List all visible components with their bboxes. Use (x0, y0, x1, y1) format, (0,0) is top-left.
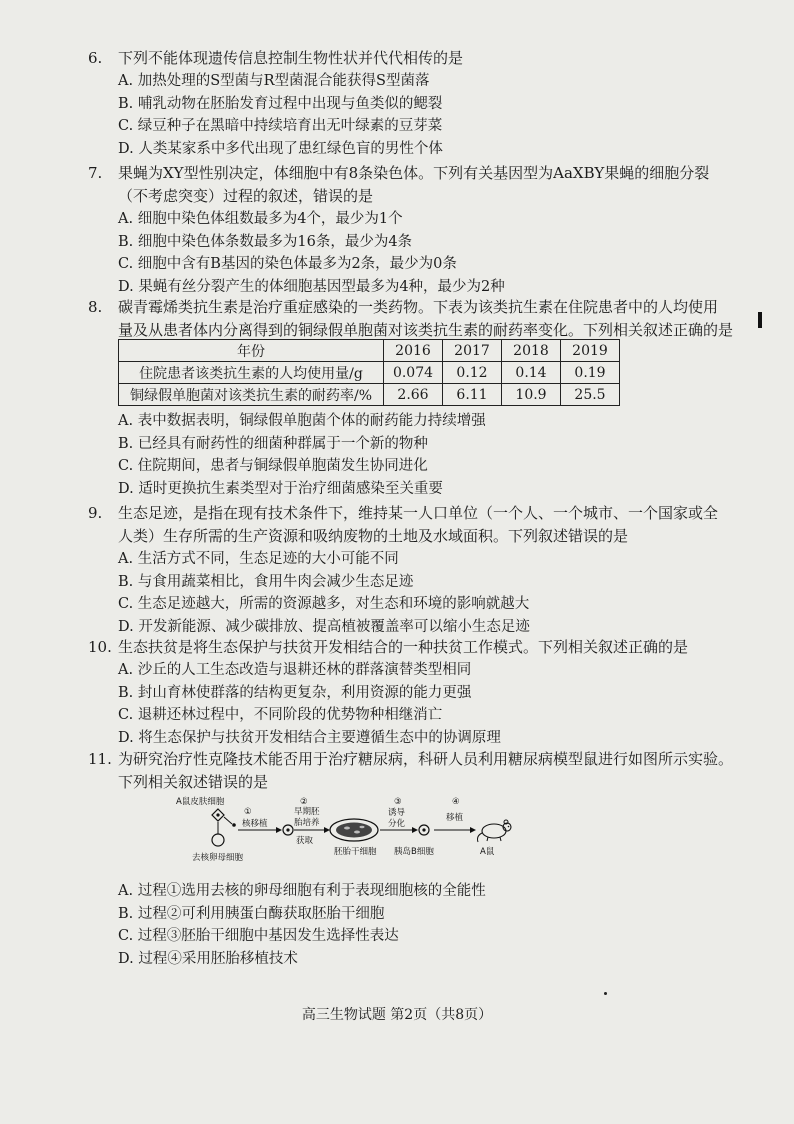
nucleus-icon (232, 823, 236, 827)
mouse-label: A鼠 (480, 847, 495, 857)
table-cell: 住院患者该类抗生素的人均使用量/g (119, 362, 384, 384)
table-header-cell: 2016 (384, 340, 443, 362)
question-number: 11. (88, 750, 112, 768)
option-c: C. 生态足迹越大，所需的资源越多，对生态和环境的影响就越大 (118, 596, 530, 613)
table-row (119, 362, 620, 384)
table-cell: 铜绿假单胞菌对该类抗生素的耐药率/% (119, 384, 384, 406)
arrowhead-icon (412, 827, 418, 833)
skin-cell-label: A鼠皮肤细胞 (176, 797, 225, 807)
question-stem-continued: （不考虑突变）过程的叙述，错误的是 (118, 187, 374, 205)
cloning-diagram (176, 796, 536, 868)
step-label-4: 移植 (446, 813, 464, 823)
table-cell: 25.5 (561, 384, 620, 406)
data-table (118, 339, 620, 406)
question-8 (88, 296, 734, 342)
question-stem: 生态扶贫是将生态保护与扶贫开发相结合的一种扶贫工作模式。下列相关叙述正确的是 (118, 638, 689, 656)
question-stem-continued: 人类）生存所需的生产资源和吸纳废物的土地及水域面积。下列叙述错误的是 (118, 527, 629, 545)
table-cell: 10.9 (502, 384, 561, 406)
question-number: 6. (88, 49, 103, 67)
nucleus-icon (422, 828, 425, 831)
oocyte-icon (212, 834, 224, 846)
option-c: C. 过程③胚胎干细胞中基因发生选择性表达 (118, 928, 399, 945)
step-number-1: ① (244, 807, 252, 817)
option-b: B. 细胞中染色体条数最多为16条，最少为4条 (118, 233, 413, 250)
option-a: A. 过程①选用去核的卵母细胞有利于表现细胞核的全能性 (118, 883, 486, 899)
arrowhead-icon (276, 827, 282, 833)
step-label-3b: 分化 (388, 819, 406, 829)
table-cell: 0.14 (502, 362, 561, 384)
option-d: D. 适时更换抗生素类型对于治疗细菌感染至关重要 (118, 480, 443, 497)
option-a: A. 沙丘的人工生态改造与退耕还林的群落演替类型相同 (118, 662, 472, 678)
step-label-2c: 获取 (296, 836, 314, 846)
table-cell: 6.11 (443, 384, 502, 406)
scan-speck (604, 992, 607, 995)
option-d: D. 果蝇有丝分裂产生的体细胞基因型最多为4种，最少为2种 (118, 278, 505, 295)
arrowhead-icon (324, 827, 330, 833)
mouse-icon (478, 820, 512, 842)
option-d: D. 开发新能源、减少碳排放、提高植被覆盖率可以缩小生态足迹 (118, 618, 530, 635)
option-c: C. 绿豆种子在黑暗中持续培育出无叶绿素的豆芽菜 (118, 118, 443, 135)
question-stem-continued: 量及从患者体内分离得到的铜绿假单胞菌对该类抗生素的耐药率变化。下列相关叙述正确的是 (118, 321, 734, 339)
option-b: B. 封山育林使群落的结构更复杂，利用资源的能力更强 (118, 684, 472, 701)
option-a: A. 细胞中染色体组数最多为4个，最少为1个 (118, 211, 403, 227)
option-a: A. 生活方式不同，生态足迹的大小可能不同 (118, 551, 399, 567)
question-stem: 碳青霉烯类抗生素是治疗重症感染的一类药物。下表为该类抗生素在住院患者中的人均使用 (118, 298, 719, 316)
table-cell: 0.19 (561, 362, 620, 384)
step-label-2a: 早期胚 (294, 807, 320, 817)
option-d: D. 过程④采用胚胎移植技术 (118, 950, 298, 967)
question-6 (88, 47, 728, 160)
stem-cell-label: 胚胎干细胞 (334, 847, 377, 857)
page-footer: 高三生物试题 第2页（共8页） (301, 1007, 493, 1023)
question-number: 8. (88, 298, 103, 316)
table-cell: 0.12 (443, 362, 502, 384)
table-row (119, 384, 620, 406)
question-7 (88, 162, 728, 298)
question-11-options (88, 880, 728, 970)
question-number: 10. (88, 638, 112, 656)
table-header-cell: 2017 (443, 340, 502, 362)
margin-mark (758, 312, 762, 328)
question-stem: 果蝇为XY型性别决定，体细胞中有8条染色体。下列有关基因型为AaXBY果蝇的细胞分裂 (118, 164, 710, 182)
question-stem: 为研究治疗性克隆技术能否用于治疗糖尿病，科研人员利用糖尿病模型鼠进行如图所示实验。 (118, 750, 734, 768)
option-d: D. 人类某家系中多代出现了患红绿色盲的男性个体 (118, 140, 443, 157)
option-a: A. 表中数据表明，铜绿假单胞菌个体的耐药能力持续增强 (118, 413, 486, 429)
step-label-2b: 胎培养 (294, 818, 320, 828)
question-11 (88, 748, 734, 794)
table-cell: 2.66 (384, 384, 443, 406)
question-8-options (88, 410, 728, 500)
question-number: 9. (88, 504, 103, 522)
option-b: B. 与食用蔬菜相比，食用牛肉会减少生态足迹 (118, 573, 414, 590)
table-header-cell: 年份 (119, 340, 384, 362)
option-a: A. 加热处理的S型菌与R型菌混合能获得S型菌落 (118, 73, 430, 89)
option-c: C. 住院期间，患者与铜绿假单胞菌发生协同进化 (118, 458, 428, 475)
option-b: B. 哺乳动物在胚胎发育过程中出现与鱼类似的鳃裂 (118, 95, 443, 112)
skin-cell-icon (212, 809, 224, 821)
table-header-cell: 2018 (502, 340, 561, 362)
arrowhead-icon (470, 827, 476, 833)
nucleus-icon (286, 828, 289, 831)
option-b: B. 已经具有耐药性的细菌种群属于一个新的物种 (118, 435, 428, 452)
step-number-4: ④ (452, 797, 460, 807)
question-stem: 下列不能体现遗传信息控制生物性状并代代相传的是 (118, 49, 464, 67)
oocyte-label: 去核卵母细胞 (192, 853, 244, 863)
step-label-3a: 诱导 (388, 808, 406, 818)
table-header-cell: 2019 (561, 340, 620, 362)
islet-cell-label: 胰岛B细胞 (394, 847, 434, 857)
question-number: 7. (88, 164, 103, 182)
culture-dish-icon (330, 819, 378, 841)
question-10 (88, 636, 728, 749)
option-c: C. 细胞中含有B基因的染色体最多为2条，最少为0条 (118, 256, 457, 273)
question-stem: 生态足迹，是指在现有技术条件下，维持某一人口单位（一个人、一个城市、一个国家或全 (118, 504, 719, 522)
table-cell: 0.074 (384, 362, 443, 384)
arrow-icon (224, 817, 232, 824)
question-stem-continued: 下列相关叙述错误的是 (118, 773, 269, 791)
step-number-2: ② (300, 797, 308, 807)
step-label-1: 核移植 (242, 819, 268, 829)
question-9 (88, 502, 728, 638)
option-b: B. 过程②可利用胰蛋白酶获取胚胎干细胞 (118, 905, 385, 922)
table-header-row (119, 340, 620, 362)
step-number-3: ③ (394, 797, 402, 807)
option-c: C. 退耕还林过程中，不同阶段的优势物种相继消亡 (118, 707, 443, 724)
option-d: D. 将生态保护与扶贫开发相结合主要遵循生态中的协调原理 (118, 729, 501, 746)
